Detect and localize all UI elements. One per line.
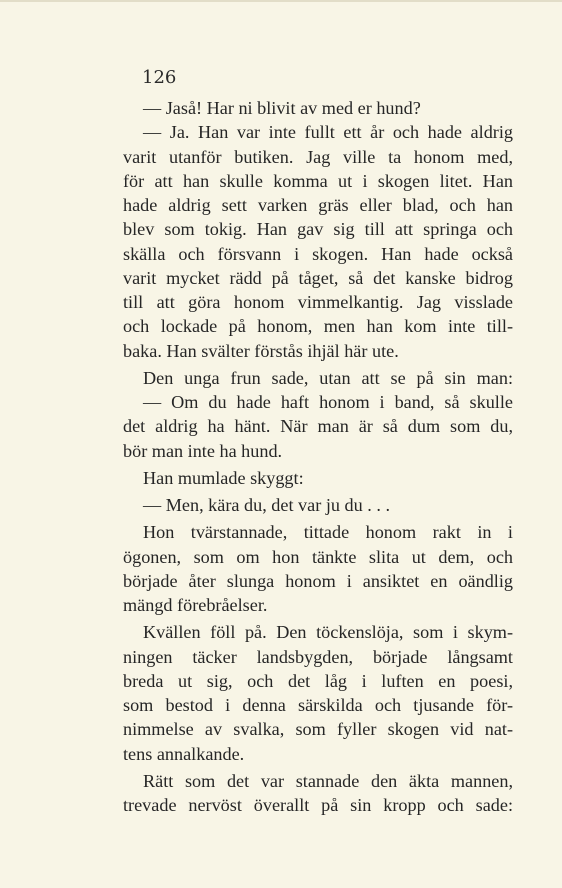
text-line: som bestod i denna särskilda och tjusande för- bbox=[123, 695, 513, 715]
text-line: det aldrig ha hänt. När man är så dum som du, bbox=[123, 416, 513, 437]
text-line: tens annalkande. bbox=[123, 743, 245, 764]
text-line: mängd förebråelser. bbox=[123, 595, 268, 615]
text-line: och lockade på honom, men han kom inte till- bbox=[123, 316, 513, 337]
text-line: — Om du hade haft honom i band, så skulle bbox=[143, 392, 513, 412]
page-number: 126 bbox=[142, 67, 177, 88]
text-line: varit utanför butiken. Jag ville ta honom med, bbox=[123, 146, 513, 167]
text-line: Hon tvärstannade, tittade honom rakt in i bbox=[143, 522, 513, 543]
text-line: bör man inte ha hund. bbox=[123, 440, 283, 461]
text-line: skälla och försvann i skogen. Han hade också bbox=[123, 243, 513, 264]
text-line: Rätt som det var stannade den äkta mannen, bbox=[143, 770, 513, 791]
text-line: började åter slunga honom i ansiktet en oändlig bbox=[123, 570, 513, 591]
text-line: blev som tokig. Han gav sig till att springa och bbox=[123, 219, 513, 240]
text-line: ögonen, som om hon tänkte slita ut dem, och bbox=[123, 546, 513, 567]
text-line: baka. Han svälter förstås ihjäl här ute. bbox=[123, 340, 399, 361]
text-line: nimmelse av svalka, som fyller skogen vid nat- bbox=[123, 719, 513, 740]
text-line: — Ja. Han var inte fullt ett år och hade aldrig bbox=[143, 122, 513, 143]
text-line: Han mumlade skyggt: bbox=[143, 467, 304, 488]
text-line: breda ut sig, och det låg i luften en poesi, bbox=[123, 670, 513, 691]
text-line: för att han skulle komma ut i skogen litet. Han bbox=[123, 170, 513, 191]
body-text bbox=[123, 96, 513, 817]
text-line: ningen täcker landsbygden, började långsamt bbox=[123, 646, 513, 667]
text-line: till att göra honom vimmelkantig. Jag visslade bbox=[123, 292, 513, 312]
text-line: trevade nervöst överallt på sin kropp och sade: bbox=[123, 795, 513, 815]
text-line: — Men, kära du, det var ju du . . . bbox=[143, 495, 390, 515]
text-line: varit mycket rädd på tåget, så det kanske bidrog bbox=[123, 267, 513, 288]
text-line: hade aldrig sett varken gräs eller blad, och han bbox=[123, 195, 513, 215]
text-line: Den unga frun sade, utan att se på sin man: bbox=[143, 367, 513, 388]
page-edge bbox=[0, 0, 562, 2]
text-line: — Jaså! Har ni blivit av med er hund? bbox=[143, 98, 421, 118]
text-line: Kvällen föll på. Den töckenslöja, som i skym- bbox=[143, 622, 513, 643]
